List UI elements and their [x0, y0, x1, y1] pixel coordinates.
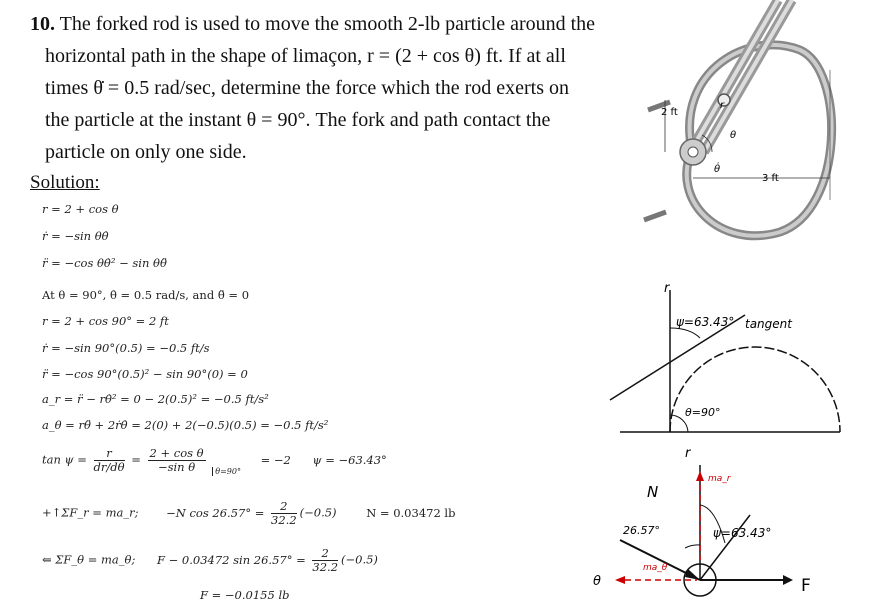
- wall-pin: [644, 212, 666, 220]
- label-3ft: 3 ft: [762, 173, 779, 184]
- eq-rdot-value: ṙ = −sin 90°(0.5) = −0.5 ft/s: [42, 341, 210, 355]
- solution-heading: Solution:: [30, 172, 100, 193]
- problem-line-3: times θ̇ = 0.5 rad/sec, determine the force which the rod exerts on: [45, 77, 570, 99]
- N-label: N: [647, 483, 659, 501]
- mar-label: ma_r: [708, 474, 731, 484]
- r-label: r: [664, 281, 670, 296]
- problem-line-5: particle on only one side.: [45, 141, 247, 163]
- limacon-figure: [630, 0, 872, 250]
- eq-rdot: ṙ = −sin θθ̇: [42, 229, 109, 243]
- problem-line-2: horizontal path in the shape of limaçon, r = (2 + cos θ) ft. If at all: [45, 45, 566, 67]
- fraction: $\frac{2}{32.2}$: [271, 499, 297, 527]
- eq-r-value: r = 2 + cos 90° = 2 ft: [42, 314, 169, 328]
- tangent-sketch: [600, 270, 872, 445]
- eq-rddot: r̈ = −cos θθ̇² − sin θθ̈: [42, 256, 167, 270]
- free-body-diagram: [585, 445, 872, 616]
- eq-r: r = 2 + cos θ: [42, 202, 119, 216]
- label-2ft: 2 ft: [661, 107, 678, 118]
- mat-label: ma_θ: [643, 563, 668, 573]
- eq-final: F = −0.0155 lb: [200, 588, 290, 602]
- eq-sum-ftheta: ⇐ ΣF_θ = ma_θ; F − 0.03472 sin 26.57° = $\frac{2}{32.2}$ (−0.5): [42, 546, 378, 574]
- fraction: $\frac{2}{32.2}$: [312, 546, 339, 574]
- eq-ar: a_r = r̈ − rθ̇² = 0 − 2(0.5)² = −0.5 ft/s²: [42, 392, 269, 406]
- problem-line-1: 10. The forked rod is used to move the smooth 2-lb particle around the: [30, 13, 596, 35]
- r-label: r: [685, 446, 691, 461]
- eq-rddot-value: r̈ = −cos 90°(0.5)² − sin 90°(0) = 0: [42, 367, 248, 381]
- tangent-label: tangent: [745, 317, 792, 331]
- fraction: $\frac{\text{2 + cos θ}}{\text{−sin θ}}$: [149, 446, 204, 474]
- label-r: r: [720, 100, 725, 111]
- problem-number: 10.: [30, 13, 55, 35]
- label-theta: θ: [730, 130, 737, 141]
- eq-at-theta: At θ = 90°, θ̇ = 0.5 rad/s, and θ̈ = 0: [42, 288, 250, 302]
- problem-statement: [30, 8, 630, 168]
- semicircle-path: [670, 347, 840, 432]
- problem-line-4: the particle at the instant θ = 90°. The fork and path contact the: [45, 109, 551, 131]
- psi-label: ψ=63.43°: [713, 526, 772, 540]
- F-label: F: [801, 576, 811, 596]
- angle-label: 26.57°: [623, 524, 660, 537]
- eq-atheta: a_θ = rθ̈ + 2ṙθ̇ = 2(0) + 2(−0.5)(0.5) = −0.5 ft/s²: [42, 418, 329, 432]
- theta-label: θ=90°: [685, 406, 721, 419]
- label-thetadot: θ̇: [714, 164, 721, 175]
- fraction: $\frac{r}{dr/d\theta}$: [93, 446, 125, 474]
- theta-label: θ: [593, 574, 601, 589]
- psi-label: ψ=63.43°: [676, 315, 735, 329]
- eq-tan-psi: tan ψ = $\frac{r}{dr/d\theta}$ = $\frac{\text{2 + cos θ}}{\text{−sin θ}}$ $_{\theta=90^\circ}$ = −2 ψ = −63.43°: [42, 446, 387, 476]
- tangent-line: [700, 515, 750, 580]
- eq-sum-fr: +↑ΣF_r = ma_r; −N cos 26.57° = $\frac{2}{32.2}$ (−0.5) N = 0.03472 lb: [42, 499, 456, 527]
